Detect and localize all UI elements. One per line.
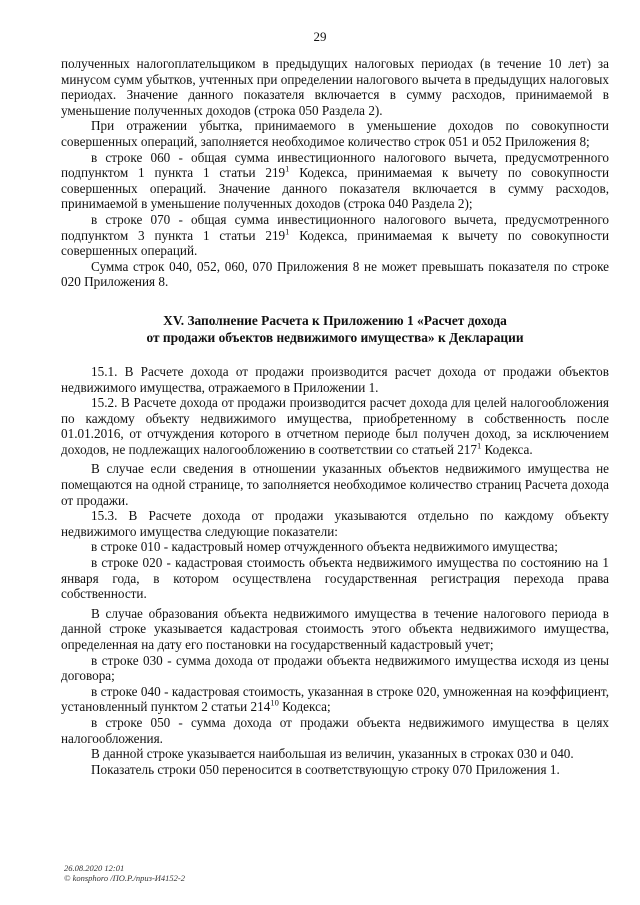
superscript: 10 <box>270 697 279 708</box>
paragraph-new-object: В случае образования объекта недвижимого имущества в течение налогового периода в данной строке указывается кадастровая стоимость этого объекта недвижимого имущества, определенная на дату его постановки на государственный кадастровый учет; <box>61 605 609 652</box>
superscript: 1 <box>476 440 482 451</box>
document-body <box>61 56 609 777</box>
paragraph-line-070 <box>61 212 609 259</box>
footer-stamp <box>64 863 185 883</box>
heading-line-1: XV. Заполнение Расчета к Приложению 1 «Расчет дохода <box>163 312 507 328</box>
text: в строке 070 - общая сумма инвестиционного налогового вычета, предусмотренного подпунктом 3 пункта 1 статьи 219 <box>61 211 609 243</box>
paragraph-15-1: 15.1. В Расчете дохода от продажи производится расчет дохода от продажи объектов недвижимого имущества, отражаемого в Приложении 1. <box>61 363 609 395</box>
text: Кодекса, принимаемая к вычету по совокупности совершенных операций. <box>61 227 609 259</box>
superscript: 1 <box>285 226 290 237</box>
paragraph-transfer: Показатель строки 050 переносится в соответствующую строку 070 Приложения 1. <box>91 761 560 777</box>
paragraph-line-030: в строке 030 - сумма дохода от продажи объекта недвижимого имущества исходя из цены договора; <box>61 652 609 684</box>
superscript: 1 <box>285 163 290 174</box>
text: Кодекса, принимаемая к вычету по совокупности совершенных операций. Значение данного показателя включается в сумму расходов, принимаемой в уменьшение полученных доходов (строка 040 Раздела 2); <box>61 165 609 212</box>
paragraph-line-040 <box>61 684 609 715</box>
page-number: 29 <box>313 29 327 44</box>
paragraph-max-value: В данной строке указывается наибольшая из величин, указанных в строках 030 и 040. <box>91 746 574 762</box>
footer-ref: © konsphoro /ПО.Р./приз-И4152-2 <box>64 873 185 883</box>
paragraph-15-2 <box>61 395 609 457</box>
paragraph-line-010: в строке 010 - кадастровый номер отчужденного объекта недвижимого имущества; <box>91 539 558 555</box>
paragraph-continuation: полученных налогоплательщиком в предыдущих налоговых периодах (в течение 10 лет) за минусом сумм убытков, учтенных при определении налогового вычета в предыдущих налоговых периодах. Значение данного показателя включается в сумму расходов, принимаемой в уменьшение полученных доходов (строка 050 Раздела 2). <box>61 56 609 118</box>
heading-line-2: от продажи объектов недвижимого имущества» к Декларации <box>146 329 524 345</box>
footer-date: 26.08.2020 12:01 <box>64 863 125 873</box>
paragraph-loss-reflection: При отражении убытка, принимаемого в уменьшение доходов по совокупности совершенных операций, заполняется необходимое количество строк 051 и 052 Приложения 8; <box>61 118 609 149</box>
text: Кодекса. <box>481 441 533 457</box>
paragraph-multiple-pages: В случае если сведения в отношении указанных объектов недвижимого имущества не помещаются на одной странице, то заполняется необходимое количество страниц Расчета дохода от продажи. <box>61 461 609 508</box>
text: в строке 040 - кадастровая стоимость, указанная в строке 020, умноженная на коэффициент, установленный пунктом 2 статьи 214 <box>61 683 609 715</box>
text: Кодекса; <box>278 699 331 715</box>
section-heading <box>61 312 609 346</box>
paragraph-line-060 <box>61 150 609 212</box>
paragraph-sum-limit: Сумма строк 040, 052, 060, 070 Приложения 8 не может превышать показателя по строке 020 Приложения 8. <box>61 258 609 290</box>
text: 15.2. В Расчете дохода от продажи производится расчет дохода для целей налогообложения по каждому объекту недвижимого имущества, приобретенному в собственность после 01.01.2016, от отчуждения которого в отчетном периоде был получен доход, за исключением доходов, не подлежащих налогообложению в соответствии со статьей 217 <box>61 395 609 457</box>
paragraph-line-050: в строке 050 - сумма дохода от продажи объекта недвижимого имущества в целях налогообложения. <box>61 714 609 746</box>
paragraph-15-3: 15.3. В Расчете дохода от продажи указываются отдельно по каждому объекту недвижимого имущества следующие показатели: <box>61 508 609 539</box>
text: в строке 060 - общая сумма инвестиционного налогового вычета, предусмотренного подпунктом 1 пункта 1 статьи 219 <box>61 149 609 181</box>
paragraph-line-020: в строке 020 - кадастровая стоимость объекта недвижимого имущества по состоянию на 1 января года, в котором осуществлена государственная регистрация перехода права собственности. <box>61 555 609 602</box>
